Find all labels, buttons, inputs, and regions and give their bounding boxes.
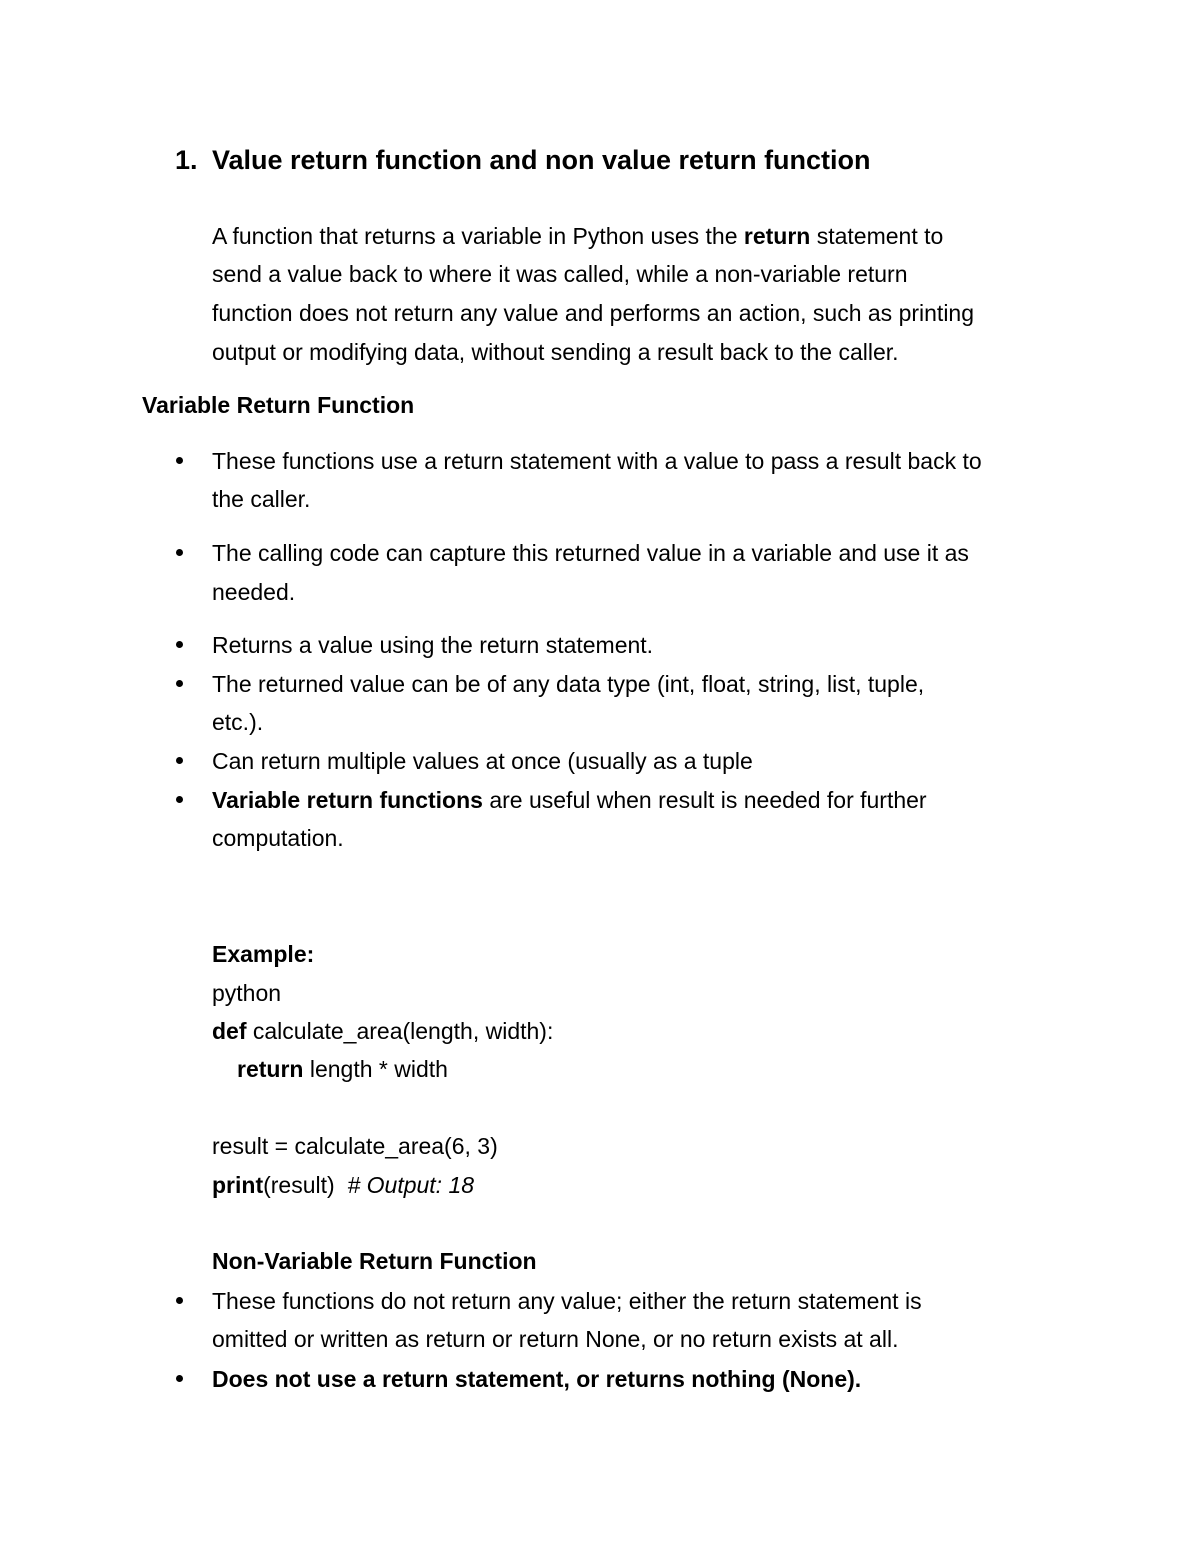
intro-line-4: output or modifying data, without sending a result back to the caller.: [212, 339, 899, 365]
bullet-text: are useful when result is needed for further: [482, 787, 927, 813]
intro-text: A function that returns a variable in Python uses the: [212, 223, 744, 249]
bullet-icon: [174, 547, 186, 559]
variable-return-heading: Variable Return Function: [142, 392, 415, 418]
non-variable-bullet-2-line-1: Does not use a return statement, or returns nothing (None).: [212, 1366, 862, 1392]
intro-line-2: send a value back to where it was called, while a non-variable return: [212, 261, 908, 287]
code-text: length * width: [303, 1056, 448, 1082]
bullet-icon: [174, 455, 186, 467]
non-variable-bullet-1-line-2: omitted or written as return or return None, or no return exists at all.: [212, 1326, 899, 1352]
code-keyword: return: [237, 1056, 304, 1082]
non-variable-return-heading: Non-Variable Return Function: [212, 1248, 537, 1274]
variable-bullet-5-line-1: Can return multiple values at once (usually as a tuple: [212, 748, 753, 774]
variable-bullet-1-line-1: These functions use a return statement with a value to pass a result back to: [212, 448, 982, 474]
intro-line-3: function does not return any value and performs an action, such as printing: [212, 300, 975, 326]
bullet-icon: [174, 1295, 186, 1307]
bullet-icon: [174, 755, 186, 767]
variable-bullet-4-line-2: etc.).: [212, 709, 264, 735]
intro-bold-return: return: [743, 223, 811, 249]
variable-bullet-6-line-1: [212, 785, 927, 815]
example-label: Example:: [212, 941, 315, 967]
variable-bullet-1-line-2: the caller.: [212, 486, 311, 512]
example-language: python: [212, 980, 282, 1006]
variable-bullet-2-line-1: The calling code can capture this returned value in a variable and use it as: [212, 540, 969, 566]
code-line-3: result = calculate_area(6, 3): [212, 1133, 498, 1159]
bold-text: Variable return functions: [212, 787, 483, 813]
variable-bullet-4-line-1: The returned value can be of any data type (int, float, string, list, tuple,: [212, 671, 925, 697]
bullet-icon: [174, 794, 186, 806]
code-line-2: [237, 1054, 448, 1084]
bullet-icon: [174, 678, 186, 690]
code-text: calculate_area(length, width):: [246, 1018, 554, 1044]
code-keyword: print: [212, 1172, 264, 1198]
code-text: (result): [263, 1172, 348, 1198]
code-line-1: [212, 1016, 553, 1046]
variable-bullet-3-line-1: Returns a value using the return statement.: [212, 632, 654, 658]
bullet-icon: [174, 1373, 186, 1385]
code-keyword: def: [212, 1018, 247, 1044]
heading-number: 1.: [175, 145, 198, 175]
code-line-4: [212, 1170, 474, 1200]
code-comment: # Output: 18: [347, 1172, 475, 1198]
variable-bullet-2-line-2: needed.: [212, 579, 296, 605]
section-heading: [175, 145, 871, 176]
heading-title: Value return function and non value return function: [212, 145, 871, 175]
intro-line-1: [212, 217, 943, 256]
variable-bullet-6-line-2: computation.: [212, 825, 344, 851]
bullet-icon: [174, 639, 186, 651]
non-variable-bullet-1-line-1: These functions do not return any value; either the return statement is: [212, 1288, 922, 1314]
intro-text: statement to: [810, 223, 944, 249]
